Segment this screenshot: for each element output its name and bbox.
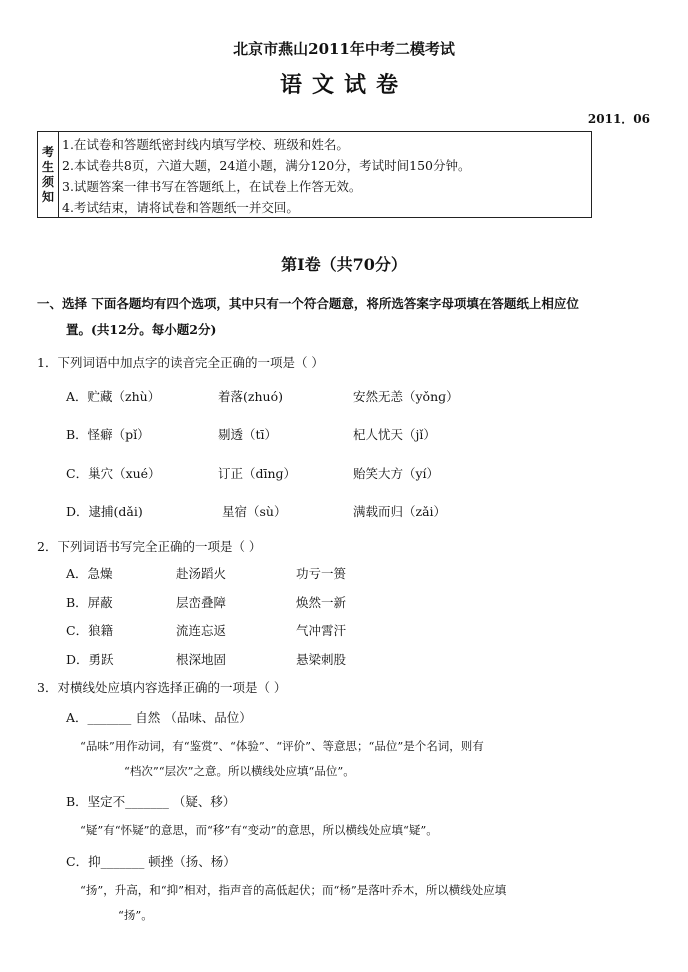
section-heading-cont: 置。(共12分。每小题2分) <box>66 322 217 337</box>
notice-label-char: 生 <box>41 159 54 174</box>
q2-option-a-word3: 功亏一篑 <box>296 566 347 581</box>
q3-option-c: C．抑_______ 顿挫（扬、杨） <box>66 854 236 869</box>
q3-option-c-explanation: “扬”，升高，和“抑”相对，指声音的高低起伏；而“杨”是落叶乔木，所以横线处应填 <box>80 883 507 897</box>
notice-label-char: 须 <box>41 174 54 189</box>
q2-option-b-word2: 层峦叠障 <box>176 595 227 610</box>
q2-option-d-word2: 根深地固 <box>176 652 227 667</box>
notice-label-char: 考 <box>41 144 54 159</box>
q3-option-a: A．_______ 自然 （品味、品位） <box>66 710 252 725</box>
q2-option-c: C．狼籍 <box>66 623 114 638</box>
q1-option-b: B．怪癖（pǐ） <box>66 427 150 442</box>
q1-option-c-word3: 贻笑大方（yí） <box>353 466 440 481</box>
q1-option-a: A．贮藏（zhù） <box>66 389 161 404</box>
q2-option-c-word2: 流连忘返 <box>176 623 227 638</box>
q2-option-c-word3: 气冲霄汗 <box>296 623 347 638</box>
q2-option-b: B．屏蔽 <box>66 595 113 610</box>
notice-label-char: 知 <box>41 189 54 204</box>
q3-option-b-explanation: “疑”有“怀疑”的意思，而“移”有“变动”的意思，所以横线处应填“疑”。 <box>80 823 438 837</box>
q1-option-c-word2: 订正（dīnɡ） <box>218 466 297 481</box>
q3-option-a-explanation-cont: “档次”“层次”之意。所以横线处应填“品位”。 <box>124 764 355 778</box>
q1-option-d: D．逮捕(dǎi) <box>66 504 143 519</box>
q1-option-a-word2: 着落(zhuó) <box>218 389 283 404</box>
q1-option-a-word3: 安然无恙（yǒnɡ） <box>353 389 459 404</box>
q3-option-c-explanation-cont: “扬”。 <box>118 908 153 922</box>
q1-option-c: C．巢穴（xué） <box>66 466 161 481</box>
notice-label <box>38 132 59 217</box>
notice-box <box>37 131 592 218</box>
q1-option-d-word2: 星宿（sù） <box>222 504 287 519</box>
q2-option-a: A．急燥 <box>66 566 113 581</box>
q2-option-a-word2: 赴汤蹈火 <box>176 566 227 581</box>
q1-option-d-word3: 满载而归（zǎi） <box>353 504 447 519</box>
question-3-stem: 3．对横线处应填内容选择正确的一项是（ ） <box>37 680 287 695</box>
notice-item: 4.考试结束，请将试卷和答题纸一并交回。 <box>62 200 299 215</box>
notice-item: 3.试题答案一律书写在答题纸上，在试卷上作答无效。 <box>62 179 362 194</box>
question-2-stem: 2．下列词语书写完全正确的一项是（ ） <box>37 539 262 554</box>
notice-item: 1.在试卷和答题纸密封线内填写学校、班级和姓名。 <box>62 137 349 152</box>
part-title: 第Ⅰ卷（共70分） <box>281 255 407 274</box>
notice-item: 2.本试卷共8页，六道大题，24道小题，满分120分，考试时间150分钟。 <box>62 158 471 173</box>
q2-option-b-word3: 焕然一新 <box>296 595 347 610</box>
q3-option-a-explanation: “品味”用作动词，有“鉴赏”、“体验”、“评价”、等意思；“品位”是个名词，则有 <box>80 739 484 753</box>
exam-date: 2011．06 <box>587 112 650 126</box>
subject-title: 语文试卷 <box>279 72 408 98</box>
notice-list <box>59 132 471 217</box>
q1-option-b-word3: 杞人忧天（jǐ） <box>353 427 436 442</box>
q3-option-b: B．坚定不_______ （疑、移） <box>66 794 236 809</box>
question-1-stem: 1．下列词语中加点字的读音完全正确的一项是（ ） <box>37 355 324 370</box>
q1-option-b-word2: 剔透（tī） <box>218 427 278 442</box>
section-heading: 一、选择 下面各题均有四个选项，其中只有一个符合题意，将所选答案字母项填在答题纸上相应位 <box>37 296 579 311</box>
q2-option-d-word3: 悬梁刺股 <box>296 652 347 667</box>
exam-title: 北京市燕山2011年中考二模考试 <box>233 40 455 58</box>
q2-option-d: D．勇跃 <box>66 652 114 667</box>
